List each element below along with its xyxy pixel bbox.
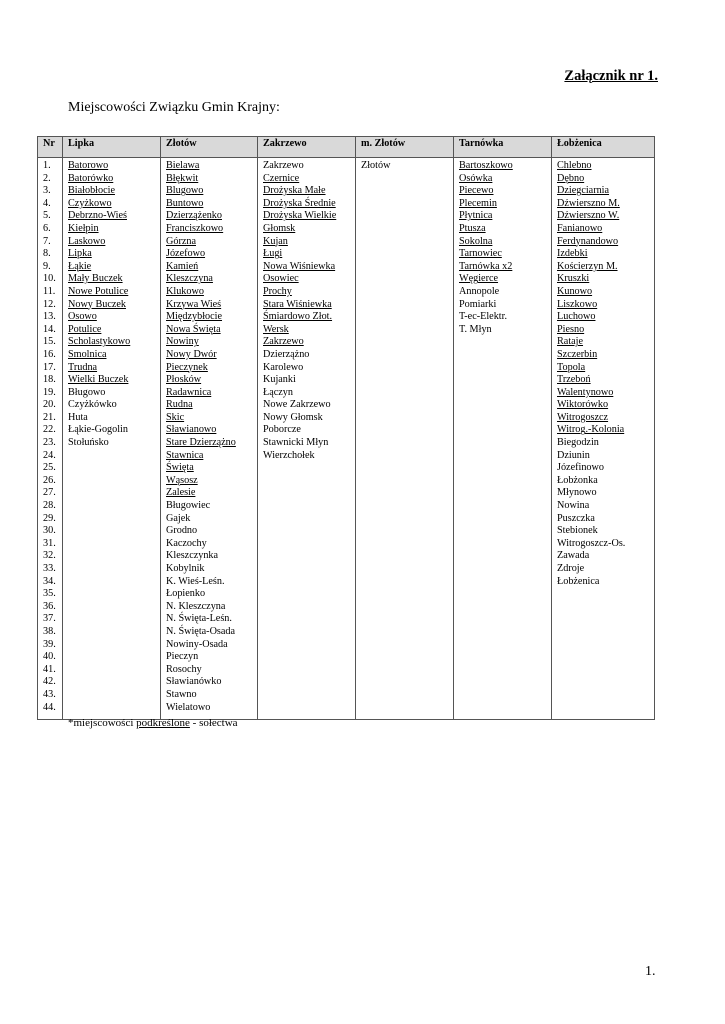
locality: Dziunin	[557, 449, 590, 461]
locality: Karolewo	[263, 361, 304, 373]
lipka-cell	[63, 158, 161, 720]
row-number: 14.	[43, 323, 56, 335]
locality-solectwo: Święta	[166, 462, 194, 474]
locality-solectwo: Sławianowo	[166, 424, 217, 436]
row-number: 44.	[43, 701, 56, 713]
locality: Łąkie-Gogolin	[68, 424, 128, 436]
locality-solectwo: Blugowo	[166, 185, 204, 197]
row-number: 11.	[43, 285, 56, 297]
page-heading: Miejscowości Związku Gmin Krajny:	[68, 100, 280, 115]
locality-solectwo: Debrzno-Wieś	[68, 210, 127, 222]
locality-solectwo: Stara Wiśniewka	[263, 298, 332, 310]
locality-solectwo: Drożyska Średnie	[263, 197, 336, 209]
locality-solectwo: Międzybłocie	[166, 311, 223, 323]
row-number: 21.	[43, 411, 56, 423]
locality-solectwo: Lipka	[68, 248, 92, 260]
locality-solectwo: Nowy Buczek	[68, 298, 126, 310]
locality: K. Wieś-Leśn.	[166, 575, 225, 587]
locality-solectwo: Piecewo	[459, 185, 494, 197]
locality: N. Kleszczyna	[166, 600, 226, 612]
locality-solectwo: Krzywa Wieś	[166, 298, 222, 310]
locality-solectwo: Fanianowo	[557, 222, 603, 234]
locality-solectwo: Kiełpin	[68, 222, 99, 234]
row-number: 35.	[43, 588, 56, 600]
locality-solectwo: Luchowo	[557, 311, 596, 323]
locality-solectwo: Kujan	[263, 235, 288, 247]
locality-solectwo: Rataje	[557, 336, 584, 348]
locality: Nowy Głomsk	[263, 411, 323, 423]
page-number: 1.	[645, 964, 656, 979]
row-number: 10.	[43, 273, 56, 285]
locality-solectwo: Głomsk	[263, 222, 296, 234]
column-header-nr: Nr	[38, 137, 63, 158]
locality-solectwo: Ługi	[263, 248, 283, 260]
locality: T. Młyn	[459, 323, 492, 335]
locality-solectwo: Tarnowiec	[459, 248, 502, 260]
locality-solectwo: Kunowo	[557, 285, 593, 297]
locality: Nowiny-Osada	[166, 638, 228, 650]
locality-solectwo: Laskowo	[68, 235, 106, 247]
locality-solectwo: Topola	[557, 361, 586, 373]
locality: Nowina	[557, 500, 590, 512]
locality: Sławianówko	[166, 676, 222, 688]
locality-solectwo: Łąkie	[68, 260, 92, 272]
row-number: 8.	[43, 248, 51, 260]
row-number: 27.	[43, 487, 56, 499]
communes-table	[37, 136, 655, 720]
locality-solectwo: Mały Buczek	[68, 273, 123, 285]
locality-solectwo: Ferdynandowo	[557, 235, 619, 247]
locality-solectwo: Piesno	[557, 323, 585, 335]
locality-solectwo: Nowy Dwór	[166, 348, 217, 360]
locality-solectwo: Kruszki	[557, 273, 590, 285]
locality-solectwo: Osówka	[459, 172, 493, 184]
locality: Łopienko	[166, 588, 206, 600]
locality-solectwo: Franciszkowo	[166, 222, 224, 234]
locality: Czyżkówko	[68, 399, 117, 411]
locality: Stawnicki Młyn	[263, 437, 329, 449]
locality: Łobżonka	[557, 474, 598, 486]
locality-solectwo: Drożyska Wielkie	[263, 210, 337, 222]
numbers-cell	[38, 158, 63, 720]
locality-solectwo: Trzeboń	[557, 374, 591, 386]
footnote-underlined-word: podkreślone	[136, 717, 190, 729]
row-number: 28.	[43, 500, 56, 512]
locality-solectwo: Potulice	[68, 323, 102, 335]
locality-solectwo: Klukowo	[166, 285, 204, 297]
locality-solectwo: Zakrzewo	[263, 336, 304, 348]
row-number: 3.	[43, 185, 51, 197]
locality: Witrogoszcz-Os.	[557, 537, 626, 549]
locality-solectwo: Białobłocie	[68, 185, 115, 197]
locality-solectwo: Sokolna	[459, 235, 493, 247]
row-number: 39.	[43, 638, 56, 650]
locality-solectwo: Osowo	[68, 311, 97, 323]
locality: Dzierzążno	[263, 348, 310, 360]
locality: N. Święta-Osada	[166, 625, 236, 637]
locality: Zdroje	[557, 563, 585, 574]
locality: Łączyn	[263, 386, 293, 398]
locality-solectwo: Dziegciarnia	[557, 185, 610, 197]
row-number: 1.	[43, 160, 51, 171]
locality-solectwo: Osowiec	[263, 273, 299, 285]
locality: Bługowo	[68, 386, 106, 398]
locality-solectwo: Scholastykowo	[68, 336, 131, 348]
locality-solectwo: Witrogoszcz	[557, 411, 609, 423]
row-number: 7.	[43, 235, 51, 247]
locality-solectwo: Tarnówka x2	[459, 260, 513, 272]
locality-solectwo: Błękwit	[166, 172, 199, 184]
locality-solectwo: Prochy	[263, 285, 292, 297]
row-number: 5.	[43, 210, 51, 222]
locality-solectwo: Kamień	[166, 260, 199, 272]
column-header-zlotow: Złotów	[161, 137, 258, 158]
locality-solectwo: Górzna	[166, 235, 196, 247]
row-number: 23.	[43, 437, 56, 449]
row-number: 12.	[43, 298, 56, 310]
footnote-suffix: - sołectwa	[189, 717, 238, 729]
locality: Pomiarki	[459, 298, 497, 310]
locality-solectwo: Józefowo	[166, 248, 206, 260]
locality-solectwo: Wąsosz	[166, 474, 198, 486]
locality-solectwo: Nowa Święta	[166, 323, 221, 335]
locality-solectwo: Liszkowo	[557, 298, 598, 310]
locality: Bługowiec	[166, 500, 211, 512]
row-number: 18.	[43, 374, 56, 386]
row-number: 37.	[43, 613, 56, 625]
locality-solectwo: Ptusza	[459, 222, 486, 234]
locality-solectwo: Dźwierszno M.	[557, 197, 620, 209]
locality-solectwo: Zalesie	[166, 487, 196, 499]
locality-solectwo: Czyżkowo	[68, 197, 112, 209]
locality-solectwo: Smolnica	[68, 348, 107, 360]
row-number: 15.	[43, 336, 56, 348]
locality-solectwo: Szczerbin	[557, 348, 598, 360]
column-header-lipka: Lipka	[63, 137, 161, 158]
row-number: 4.	[43, 197, 51, 209]
column-header-m-zlotow: m. Złotów	[356, 137, 454, 158]
locality-solectwo: Stawnica	[166, 449, 204, 461]
locality-solectwo: Witrog.-Kolonia	[557, 424, 625, 436]
locality: T-ec-Elektr.	[459, 311, 507, 323]
locality-solectwo: Buntowo	[166, 197, 204, 209]
locality-solectwo: Dzierzążenko	[166, 210, 222, 222]
locality: Kaczochy	[166, 537, 207, 549]
locality-solectwo: Radawnica	[166, 386, 212, 398]
locality-solectwo: Drożyska Małe	[263, 185, 326, 197]
locality: Kleszczynka	[166, 550, 219, 562]
locality-solectwo: Walentynowo	[557, 386, 614, 398]
locality: Annopole	[459, 285, 500, 297]
locality: Kujanki	[263, 374, 296, 386]
locality-solectwo: Nowa Wiśniewka	[263, 260, 336, 272]
row-number: 19.	[43, 386, 56, 398]
m-zlotow-cell	[356, 158, 454, 720]
lobzenica-cell	[552, 158, 655, 720]
locality: Zawada	[557, 550, 590, 562]
table-row	[38, 158, 655, 720]
locality-solectwo: Węgierce	[459, 273, 499, 285]
locality-solectwo: Kościerzyn M.	[557, 260, 618, 272]
column-header-lobzenica: Łobżenica	[552, 137, 655, 158]
locality: Huta	[68, 411, 88, 423]
locality: Młynowo	[557, 487, 597, 499]
locality-solectwo: Batorówko	[68, 172, 114, 184]
row-number: 26.	[43, 474, 56, 486]
locality: Grodno	[166, 525, 198, 537]
row-number: 2.	[43, 172, 51, 184]
locality: Złotów	[361, 160, 391, 171]
locality: Gajek	[166, 512, 191, 524]
row-number: 17.	[43, 361, 56, 373]
locality-solectwo: Kleszczyna	[166, 273, 213, 285]
locality: Poborcze	[263, 424, 301, 436]
locality: Biegodzin	[557, 437, 599, 449]
locality-solectwo: Pieczynek	[166, 361, 208, 373]
locality-solectwo: Izdebki	[557, 248, 588, 260]
locality: Stołuńsko	[68, 437, 109, 449]
locality: Puszczka	[557, 512, 595, 524]
annex-title: Załącznik nr 1.	[564, 68, 658, 84]
row-number: 6.	[43, 222, 51, 234]
locality-solectwo: Skic	[166, 411, 185, 423]
locality: Stebionek	[557, 525, 598, 537]
locality-solectwo: Batorowo	[68, 160, 109, 171]
locality-solectwo: Dźwierszno W.	[557, 210, 620, 222]
locality-solectwo: Dębno	[557, 172, 585, 184]
locality-solectwo: Płytnica	[459, 210, 493, 222]
locality-solectwo: Stare Dzierzążno	[166, 437, 236, 449]
locality-solectwo: Śmiardowo Złot.	[263, 311, 333, 323]
row-number: 34.	[43, 575, 56, 587]
locality: Łobżenica	[557, 575, 600, 587]
row-number: 32.	[43, 550, 56, 562]
locality-solectwo: Rudna	[166, 399, 193, 411]
locality-solectwo: Chlebno	[557, 160, 592, 171]
locality-solectwo: Plecemin	[459, 197, 497, 209]
locality: N. Święta-Leśn.	[166, 613, 232, 625]
row-number: 20.	[43, 399, 56, 411]
row-number: 22.	[43, 424, 56, 436]
locality: Stawno	[166, 688, 197, 700]
column-header-tarnowka: Tarnówka	[454, 137, 552, 158]
row-number: 38.	[43, 625, 56, 637]
locality-solectwo: Płosków	[166, 374, 202, 386]
row-number: 25.	[43, 462, 56, 474]
row-number: 41.	[43, 663, 56, 675]
row-number: 30.	[43, 525, 56, 537]
zlotow-cell	[161, 158, 258, 720]
locality: Nowe Zakrzewo	[263, 399, 331, 411]
row-number: 31.	[43, 537, 56, 549]
row-number: 42.	[43, 676, 56, 688]
row-number: 24.	[43, 449, 56, 461]
zakrzewo-cell	[258, 158, 356, 720]
footnote-prefix: *miejscowości	[68, 717, 137, 729]
locality: Wierzchołek	[263, 449, 315, 461]
locality-solectwo: Nowiny	[166, 336, 199, 348]
row-number: 40.	[43, 651, 56, 663]
locality-solectwo: Bielawa	[166, 160, 200, 171]
column-header-zakrzewo: Zakrzewo	[258, 137, 356, 158]
footnote	[68, 717, 238, 729]
locality-solectwo: Bartoszkowo	[459, 160, 513, 171]
tarnowka-cell	[454, 158, 552, 720]
row-number: 9.	[43, 260, 51, 272]
locality-solectwo: Trudna	[68, 361, 98, 373]
row-number: 43.	[43, 688, 56, 700]
row-number: 36.	[43, 600, 56, 612]
row-number: 29.	[43, 512, 56, 524]
locality-solectwo: Nowe Potulice	[68, 285, 129, 297]
table-header-row	[38, 137, 655, 158]
locality: Kobylnik	[166, 563, 205, 574]
locality: Józefinowo	[557, 462, 604, 474]
row-number: 13.	[43, 311, 56, 323]
locality-solectwo: Wielki Buczek	[68, 374, 129, 386]
locality-solectwo: Wersk	[263, 323, 289, 335]
locality-solectwo: Wiktorówko	[557, 399, 609, 411]
locality: Rosochy	[166, 663, 202, 675]
locality: Wielatowo	[166, 701, 211, 713]
row-number: 33.	[43, 563, 56, 574]
row-number: 16.	[43, 348, 56, 360]
locality-solectwo: Czernice	[263, 172, 300, 184]
locality: Zakrzewo	[263, 160, 304, 171]
locality: Pieczyn	[166, 651, 199, 663]
